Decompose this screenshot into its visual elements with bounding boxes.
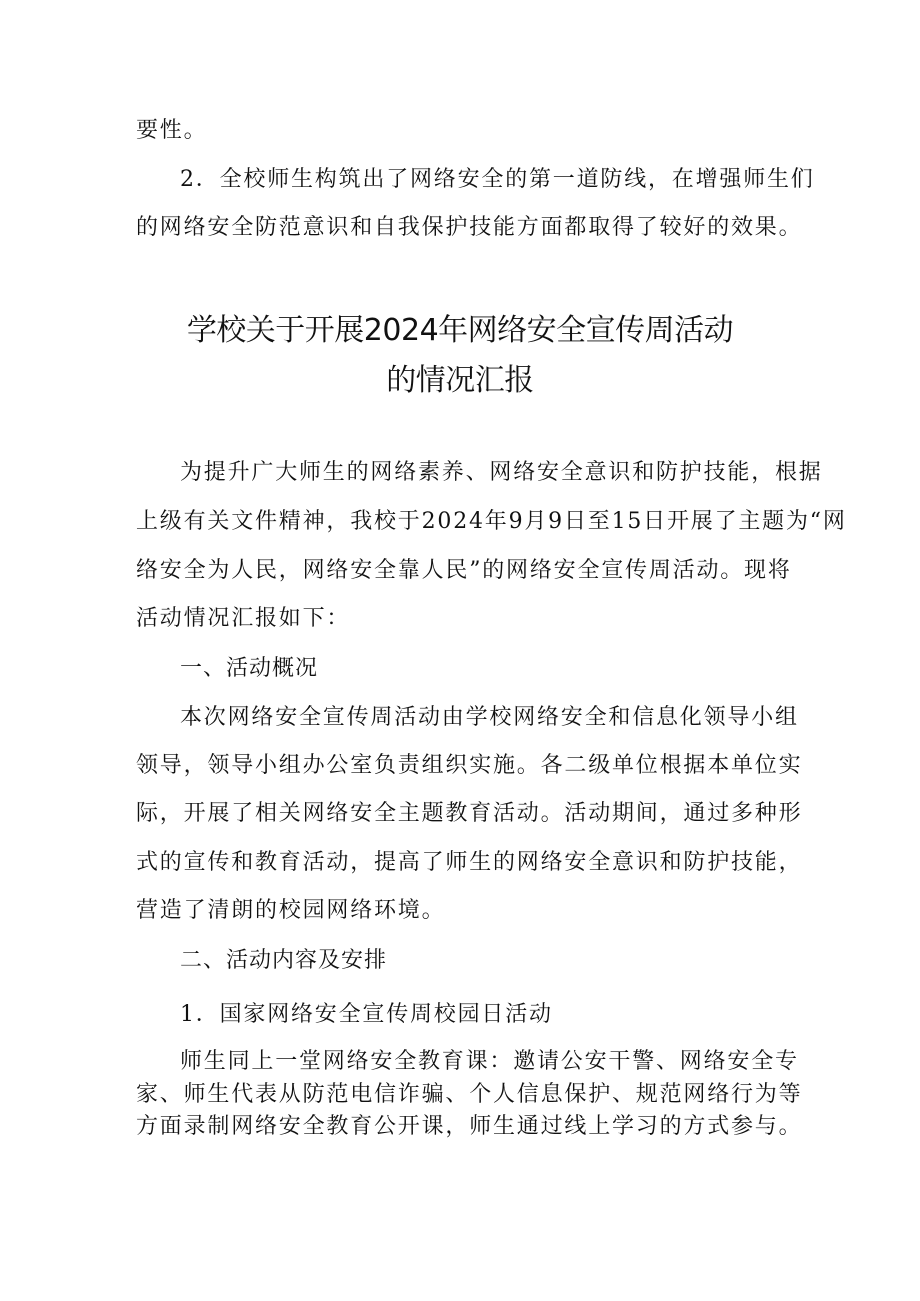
section1-line3: 际，开展了相关网络安全主题教育活动。活动期间，通过多种形 bbox=[136, 801, 803, 826]
intro-line4: 活动情况汇报如下： bbox=[136, 606, 351, 631]
prev-section-item2-line2: 的网络安全防范意识和自我保护技能方面都取得了较好的效果。 bbox=[136, 215, 803, 240]
section2-line1: 师生同上一堂网络安全教育课：邀请公安干警、网络安全专 bbox=[180, 1049, 799, 1074]
intro-line3: 络安全为人民，网络安全靠人民”的网络安全宣传周活动。现将 bbox=[136, 558, 792, 583]
section2-subheading-1: 1．国家网络安全宣传周校园日活动 bbox=[180, 1002, 553, 1027]
intro-line2: 上级有关文件精神，我校于2024年9月9日至15日开展了主题为“网 bbox=[136, 509, 847, 534]
section1-line5: 营造了清朗的校园网络环境。 bbox=[136, 898, 446, 923]
section2-heading: 二、活动内容及安排 bbox=[180, 948, 388, 973]
section2-line2: 家、师生代表从防范电信诈骗、个人信息保护、规范网络行为等 bbox=[136, 1082, 803, 1107]
section1-heading: 一、活动概况 bbox=[180, 656, 319, 681]
prev-section-tail-line: 要性。 bbox=[136, 118, 208, 143]
intro-line1: 为提升广大师生的网络素养、网络安全意识和防护技能，根据 bbox=[180, 460, 823, 485]
section1-line4: 式的宣传和教育活动，提高了师生的网络安全意识和防护技能， bbox=[136, 850, 803, 875]
document-title-line2: 的情况汇报 bbox=[386, 363, 534, 398]
section1-line1: 本次网络安全宣传周活动由学校网络安全和信息化领导小组 bbox=[180, 705, 799, 730]
section2-line3: 方面录制网络安全教育公开课，师生通过线上学习的方式参与。 bbox=[136, 1114, 803, 1139]
document-title-line1: 学校关于开展2024年网络安全宣传周活动 bbox=[186, 313, 734, 348]
section1-line2: 领导，领导小组办公室负责组织实施。各二级单位根据本单位实 bbox=[136, 753, 803, 778]
prev-section-item2-line1: 2．全校师生构筑出了网络安全的第一道防线，在增强师生们 bbox=[180, 167, 815, 192]
